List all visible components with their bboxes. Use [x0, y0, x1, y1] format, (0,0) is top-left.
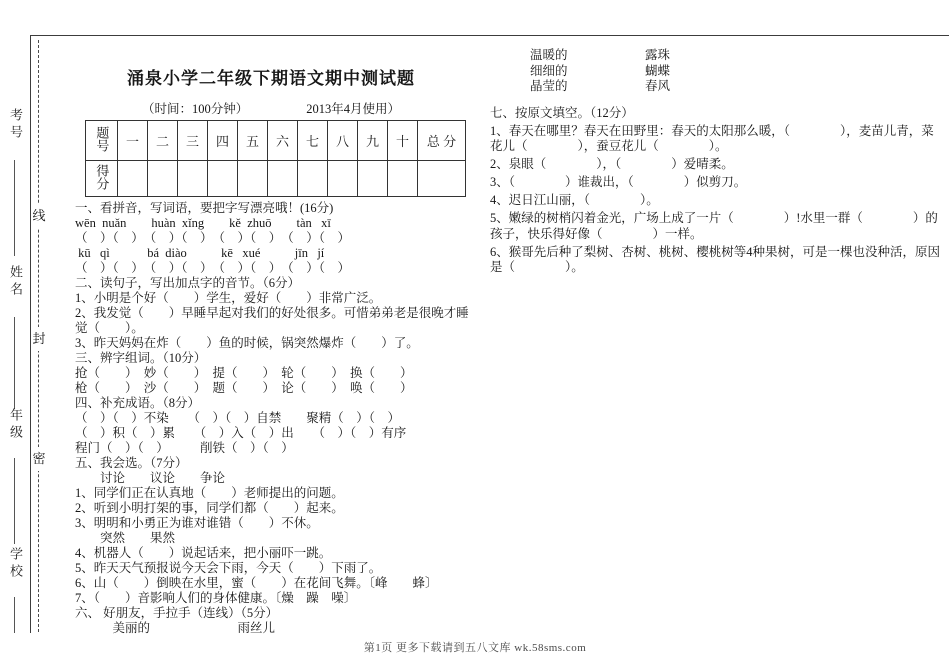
- corner-cell-question-number: [86, 121, 118, 161]
- left-line-8: 3、昨天妈妈在炸（ ）鱼的时候，锅突然爆炸（ ）了。: [75, 336, 419, 350]
- right-line-6: 6、猴哥先后种了梨树、杏树、桃树、樱桃树等4种果树，可是一棵也没种活，原因是（ ）。: [490, 244, 941, 274]
- matching-pairs: [490, 48, 946, 95]
- corner-cell-score: [86, 161, 118, 197]
- right-line-5: 5、嫩绿的树梢闪着金光，广场上成了一片（ ）!水里一群（ ）的孩子，快乐得好像（ ）一样。: [490, 211, 938, 241]
- use-date-note: 2013年4月使用）: [306, 102, 401, 116]
- left-line-17: 讨论 议论 争论: [75, 471, 226, 485]
- qnum-cell-7: 八: [328, 121, 358, 161]
- left-line-9: 三、辨字组词。（10分）: [75, 351, 207, 365]
- name-write-line: [14, 317, 15, 409]
- qnum-cell-10: 总 分: [418, 121, 466, 161]
- left-line-22: 4、机器人（ ）说起话来，把小丽吓一跳。: [75, 546, 332, 560]
- score-table: [85, 120, 466, 197]
- question-number-row: [86, 121, 466, 161]
- score-cell-10: [388, 161, 418, 197]
- margin-label-exam-number: 考号: [8, 108, 23, 142]
- margin-label-school: 学校: [8, 547, 23, 581]
- pair-row-1-part-0: 细细的: [530, 63, 568, 78]
- left-line-7: 2、我发觉（ ）早睡早起对我们的好处很多。可惜弟弟老是很晚才睡觉（ ）。: [75, 306, 469, 335]
- left-line-12: 四、补充成语。（8分）: [75, 396, 201, 410]
- score-cell-1: [118, 161, 148, 197]
- left-line-5: 二、读句子，写出加点字的音节。（6分）: [75, 276, 301, 290]
- pair-row-0-part-0: 温暖的: [530, 48, 568, 62]
- right-line-3: 3、（ ）谁裁出，（ ）似剪刀。: [490, 175, 747, 189]
- seal-char-seal: 封: [31, 327, 47, 351]
- left-line-3: kū qì bá diào kē xué jīn jí: [75, 246, 325, 260]
- qnum-cell-5: 六: [268, 121, 298, 161]
- left-column: [75, 201, 469, 636]
- left-line-19: 2、听到小明打架的事，同学们都（ ）起来。: [75, 501, 344, 515]
- left-line-13: （ ）（ ）不染 （ ）（ ）自禁 聚精（ ）（ ）: [75, 411, 401, 425]
- qnum-cell-3: 四: [208, 121, 238, 161]
- left-line-0: 一、看拼音，写词语，要把字写漂亮哦！(16分): [75, 201, 334, 215]
- score-label: 得分: [94, 163, 110, 190]
- margin-label-grade: 年级: [8, 408, 23, 442]
- seal-char-line: 线: [31, 204, 47, 228]
- section-7-fill-in-blanks: [490, 106, 946, 276]
- exam-title: 涌泉小学二年级下期语文期中测试题: [127, 69, 415, 88]
- left-line-11: 枪（ ） 沙（ ） 题（ ） 论（ ） 唤（ ）: [75, 381, 413, 395]
- score-cell-6: [268, 161, 298, 197]
- grade-write-line: [14, 458, 15, 544]
- left-line-1: wēn nuǎn huàn xǐng kě zhuō tàn xī: [75, 216, 331, 230]
- qnum-cell-0: 一: [118, 121, 148, 161]
- right-column: [490, 48, 946, 278]
- pair-row-1-part-1: 蝴蝶: [645, 63, 671, 78]
- time-note: （时间：100分钟）: [141, 102, 249, 116]
- qnum-cell-6: 七: [298, 121, 328, 161]
- school-write-line: [14, 597, 15, 633]
- seal-char-secret: 密: [31, 447, 47, 471]
- left-line-24: 6、山（ ）倒映在水里，蜜（ ）在花间飞舞。〔峰 蜂〕: [75, 576, 438, 590]
- qnum-cell-1: 二: [148, 121, 178, 161]
- left-line-26: 六、 好朋友，手拉手（连线）（5分）: [75, 606, 279, 620]
- right-line-4: 4、迟日江山丽，（ ）。: [490, 193, 659, 207]
- left-line-10: 抢（ ） 妙（ ） 提（ ） 轮（ ） 换（ ）: [75, 366, 413, 380]
- score-row: [86, 161, 466, 197]
- left-line-21: 突然 果然: [75, 531, 176, 545]
- left-line-23: 5、昨天天气预报说今天会下雨，今天（ ）下雨了。: [75, 561, 382, 575]
- score-cell-9: [358, 161, 388, 197]
- pair-row-2-part-0: 晶莹的: [530, 79, 568, 93]
- margin-label-name: 姓名: [8, 265, 23, 299]
- left-line-2: （ ）（ ） （ ）（ ） （ ）（ ） （ ）（ ）: [75, 231, 351, 245]
- score-cell-2: [148, 161, 178, 197]
- qnum-cell-4: 五: [238, 121, 268, 161]
- score-cell-7: [298, 161, 328, 197]
- score-cell-3: [178, 161, 208, 197]
- left-line-16: 五、我会选。（7分）: [75, 456, 188, 470]
- qnum-cell-2: 三: [178, 121, 208, 161]
- left-line-6: 1、小明是个好（ ）学生，爱好（ ）非常广泛。: [75, 291, 382, 305]
- page-border-top: [30, 35, 949, 36]
- score-cell-total: [418, 161, 466, 197]
- score-cell-8: [328, 161, 358, 197]
- question-number-label: 题号: [94, 125, 110, 152]
- left-line-4: （ ）（ ） （ ）（ ） （ ）（ ） （ ）（ ）: [75, 261, 351, 275]
- left-line-27: 美丽的 雨丝儿: [75, 621, 276, 635]
- score-cell-5: [238, 161, 268, 197]
- pair-row-0-part-1: 露珠: [645, 48, 671, 62]
- left-line-18: 1、同学们正在认真地（ ）老师提出的问题。: [75, 486, 344, 500]
- pair-row-2-part-1: 春风: [645, 79, 671, 93]
- page-footer: 第1页 更多下载请到五八文库 wk.58sms.com: [363, 642, 587, 654]
- qnum-cell-9: 十: [388, 121, 418, 161]
- pair-row-1: [530, 64, 946, 80]
- left-line-14: （ ）积（ ）累 （ ）入（ ）出 （ ）（ ）有序: [75, 426, 407, 440]
- pair-row-0: [530, 48, 946, 64]
- qnum-cell-8: 九: [358, 121, 388, 161]
- exam-number-write-line: [14, 160, 15, 256]
- exam-subtitle: [75, 99, 467, 117]
- pair-row-2: [530, 79, 946, 95]
- right-line-1: 1、春天在哪里？春天在田野里：春天的太阳那么暖，（ ），麦苗儿青，菜花儿（ ），蚕豆花儿（ ）。: [490, 123, 934, 153]
- left-line-15: 程门（ ）（ ） 削铁（ ）（ ）: [75, 441, 294, 455]
- score-cell-4: [208, 161, 238, 197]
- right-line-0: 七、按原文填空。（12分）: [490, 105, 634, 120]
- right-line-2: 2、泉眼（ ），（ ）爱晴柔。: [490, 157, 734, 171]
- left-line-20: 3、明明和小勇正为谁对谁错（ ）不休。: [75, 516, 319, 530]
- left-line-25: 7、（ ）音影响人们的身体健康。〔燥 躁 噪〕: [75, 591, 357, 605]
